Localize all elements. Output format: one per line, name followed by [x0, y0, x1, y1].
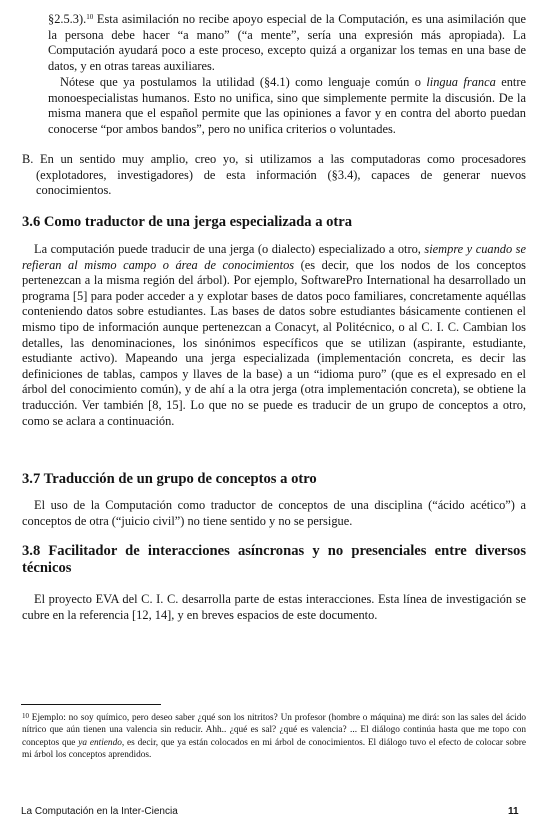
section-heading-3-6: 3.6 Como traductor de una jerga especializada a otra — [22, 214, 353, 230]
section-heading-3-7: 3.7 Traducción de un grupo de conceptos a otro — [22, 471, 317, 487]
section-reference: §2.5.3). — [48, 12, 87, 26]
paragraph-assimilation — [48, 12, 526, 74]
footnote-number: 10 — [22, 712, 29, 720]
page-number: 11 — [508, 806, 519, 817]
section-3-7-paragraph: El uso de la Computación como traductor de conceptos de una disciplina (“ácido acético”) a conceptos de otra (“juicio civil”) no tiene sentido y no se persigue. — [22, 498, 526, 528]
list-item-b: B. En un sentido muy amplio, creo yo, si utilizamos a las computadoras como procesadores (explotadores, investigadores) de esta información (§3.4), capaces de generar nuevos conocimientos. — [22, 152, 526, 198]
paragraph-text: Esta asimilación no recibe apoyo especial de la Computación, es una asimilación que la persona debe hacer “a mano” (“a mente”, sería una expresión más apropiada). La Computación ayudará poco a este proceso, excepto quizá a organizar los temas en una base de datos, y en otras tareas auxiliares. — [48, 12, 526, 73]
footnote: $^{10}$ Ejemplo: no soy químico, pero deseo saber ¿qué son los nitritos? Un profesor (hombre o máquina) me dirá: son las sales del ácido nítrico que aún tienen una valencia sin reducir. Ahh.. ¿qué es sal? ¿qué es valencia? ... El diálogo continúa hasta que me topo con conceptos que ya entiendo, es decir, que ya están colocados en mi árbol de conocimientos. El diálogo tuvo el efecto de colocar sobre mi árbol los conceptos aprendidos. — [22, 712, 526, 760]
footnote-marker: 10 — [86, 13, 94, 21]
italic-term: lingua franca — [426, 75, 496, 89]
section-3-8-paragraph: El proyecto EVA del C. I. C. desarrolla parte de estas interacciones. Esta línea de investigación se cubre en la referencia [12, 14], y en breves espacios de este documento. — [22, 592, 526, 622]
footnote-divider — [21, 704, 161, 705]
section-3-6-paragraph: La computación puede traducir de una jerga (o dialecto) especializado a otro, siempre y cuando se refieran al mismo campo o área de conocimientos (es decir, que los nodos de los conceptos pertenezcan a la misma región del árbol). Por ejemplo, SoftwarePro International ha desarrollado un programa [5] para poder acceder a y explotar bases de datos poco familiares, concretamente aquéllas conteniendo datos sobre estudiantes. Las bases de datos sobre estudiantes básicamente contienen el mismo tipo de información aunque pertenezcan a Conacyt, al Politécnico, o al C. I. C. Cambian los detalles, las denominaciones, los sinónimos específicos que se utilizan (aspirante, estudiante, estudiante activo). Mapeando una jerga especializada (implementación concreta, es decir las definiciones de tablas, campos y llaves de la base) a un “idioma puro” (que es el expresado en el árbol del conocimiento común), y de ahí a la otra jerga (otra implementación concreta), se obtiene la traducción. Ver también [8, 15]. Lo que no se puede es traducir de un grupo de conceptos a otro, como se aclara a continuación. — [22, 242, 527, 428]
running-footer-title: La Computación en la Inter-Ciencia — [21, 806, 178, 817]
italic-phrase: siempre y cuando se refieran al mismo campo o área de conocimientos — [22, 242, 527, 272]
paragraph-lingua-franca: Nótese que ya postulamos la utilidad (§4.1) como lenguaje común o lingua franca entre monoespecialistas humanos. Esto no unifica, sino que simplemente permite la discusión. De la misma manera que el español permite que las opiniones a favor y en contra del aborto puedan conocerse “por ambos bandos”, pero no unifica criterios o voluntades. — [48, 75, 526, 136]
section-heading-3-8: 3.8 Facilitador de interacciones asíncronas y no presenciales entre diversos técnicos — [22, 543, 526, 576]
